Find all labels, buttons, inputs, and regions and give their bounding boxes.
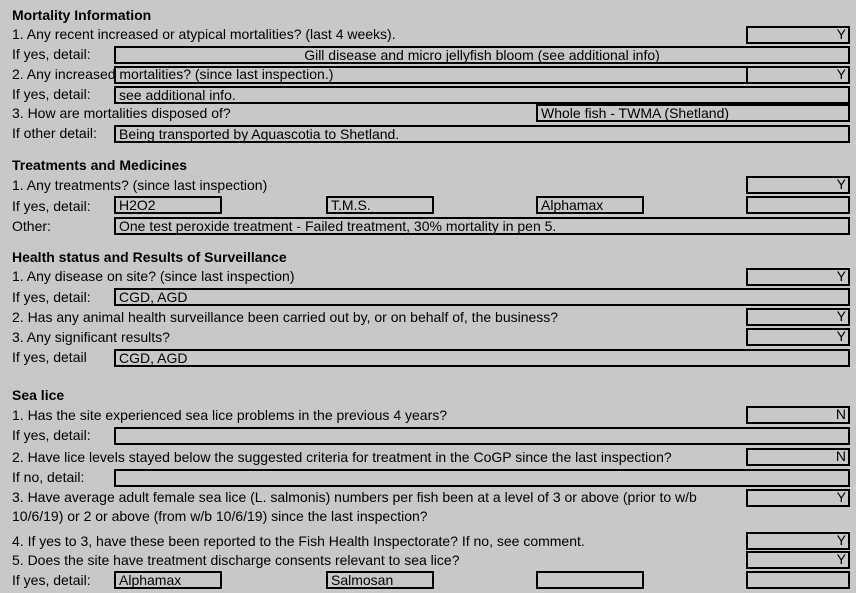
sealice-q2-detail-label: If no, detail:: [12, 469, 85, 485]
sealice-q5-detail-label: If yes, detail:: [12, 572, 91, 588]
treatments-q1: 1. Any treatments? (since last inspection): [12, 177, 268, 193]
mortality-q1-detail[interactable]: Gill disease and micro jellyfish bloom (see additional info): [114, 46, 850, 64]
sealice-q1-detail-label: If yes, detail:: [12, 427, 91, 443]
sealice-consent-item[interactable]: Salmosan: [326, 571, 434, 589]
health-q3-detail[interactable]: CGD, AGD: [114, 349, 850, 367]
sealice-consent-item[interactable]: Alphamax: [114, 571, 222, 589]
sealice-q3-line1: 3. Have average adult female sea lice (L. salmonis) numbers per fish been at a level of 3 or above (prior to w/b: [12, 489, 697, 505]
mortality-q3: 3. How are mortalities disposed of?: [12, 105, 231, 121]
sealice-q2-detail[interactable]: [114, 469, 850, 487]
sealice-q1-answer[interactable]: N: [746, 406, 850, 424]
health-q1: 1. Any disease on site? (since last inspection): [12, 268, 295, 284]
sealice-q4: 4. If yes to 3, have these been reported to the Fish Health Inspectorate? If no, see comment.: [12, 533, 585, 549]
health-q3-answer[interactable]: Y: [746, 328, 850, 346]
treatments-detail-label: If yes, detail:: [12, 198, 91, 214]
health-q3: 3. Any significant results?: [12, 329, 170, 345]
treatment-item[interactable]: T.M.S.: [326, 196, 434, 214]
health-q1-answer[interactable]: Y: [746, 268, 850, 286]
sealice-q2: 2. Have lice levels stayed below the suggested criteria for treatment in the CoGP since the last inspection?: [12, 449, 672, 465]
mortality-q1-answer[interactable]: Y: [746, 26, 850, 44]
mortality-q2-answer[interactable]: Y: [746, 66, 850, 84]
mortality-other-detail[interactable]: Being transported by Aquascotia to Shetland.: [114, 125, 850, 143]
sealice-q2-answer[interactable]: N: [746, 448, 850, 466]
mortality-q2-line: [114, 66, 748, 84]
mortality-other-label: If other detail:: [12, 125, 97, 141]
sealice-q1-detail[interactable]: [114, 427, 850, 445]
health-q2: 2. Has any animal health surveillance been carried out by, or on behalf of, the business?: [12, 309, 559, 325]
sealice-consent-item[interactable]: [536, 571, 644, 589]
mortality-q2: 2. Any increased mortalities? (since last inspection.): [12, 66, 334, 82]
sealice-q5-answer[interactable]: Y: [746, 551, 850, 569]
mortality-q3-answer[interactable]: Whole fish - TWMA (Shetland): [536, 104, 850, 122]
mortality-heading: Mortality Information: [12, 7, 152, 23]
sealice-q4-answer[interactable]: Y: [746, 532, 850, 550]
treatments-q1-answer[interactable]: Y: [746, 176, 850, 194]
health-q2-answer[interactable]: Y: [746, 308, 850, 326]
mortality-q1: 1. Any recent increased or atypical mortalities? (last 4 weeks).: [12, 26, 396, 42]
sealice-q3-line2: 10/6/19) or 2 or above (from w/b 10/6/19) since the last inspection?: [12, 508, 428, 524]
treatments-other-label: Other:: [12, 218, 51, 234]
treatment-item[interactable]: H2O2: [114, 196, 222, 214]
sealice-q3-answer[interactable]: Y: [746, 489, 850, 507]
health-heading: Health status and Results of Surveillance: [12, 249, 287, 265]
sealice-q1: 1. Has the site experienced sea lice problems in the previous 4 years?: [12, 407, 448, 423]
sealice-q5-empty-box[interactable]: [746, 571, 850, 589]
sealice-heading: Sea lice: [12, 387, 65, 403]
treatments-heading: Treatments and Medicines: [12, 157, 188, 173]
mortality-q2-detail-label: If yes, detail:: [12, 86, 91, 102]
treatments-other-detail[interactable]: One test peroxide treatment - Failed treatment, 30% mortality in pen 5.: [114, 217, 850, 235]
health-q1-detail-label: If yes, detail:: [12, 289, 91, 305]
mortality-q2-detail[interactable]: see additional info.: [114, 86, 850, 104]
health-q1-detail[interactable]: CGD, AGD: [114, 288, 850, 306]
treatments-empty-box[interactable]: [746, 196, 850, 214]
mortality-q1-detail-label: If yes, detail:: [12, 46, 91, 62]
health-q3-detail-label: If yes, detail: [12, 349, 87, 365]
sealice-q5: 5. Does the site have treatment discharge consents relevant to sea lice?: [12, 552, 460, 568]
treatment-item[interactable]: Alphamax: [536, 196, 644, 214]
